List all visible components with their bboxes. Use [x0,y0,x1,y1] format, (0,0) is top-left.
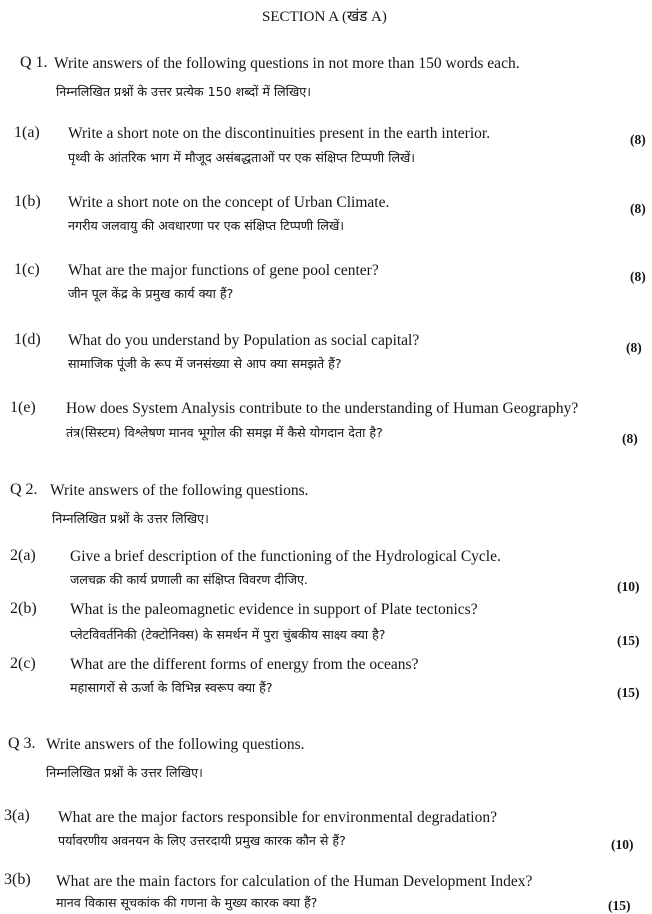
item-1e-text-hi: तंत्र(सिस्टम) विश्लेषण मानव भूगोल की समझ में कैसे योगदान देता है? [66,425,383,440]
item-2a-text-en: Give a brief description of the functioning of the Hydrological Cycle. [70,548,501,565]
item-2a-text-hi: जलचक्र की कार्य प्रणाली का संक्षिप्त विवरण दीजिए. [70,572,308,587]
question-1-instruction-hi: निम्नलिखित प्रश्नों के उत्तर प्रत्येक 150 शब्दों में लिखिए। [56,84,311,99]
item-3b-text-hi: मानव विकास सूचकांक की गणना के मुख्य कारक क्या हैं? [56,895,318,910]
section-title: SECTION A (खंड A) [262,9,387,25]
item-1a-number: 1(a) [14,124,40,141]
item-2a-number: 2(a) [10,547,36,564]
item-3b-marks: (15) [608,898,631,913]
item-1b-text-hi: नगरीय जलवायु की अवधारणा पर एक संक्षिप्त टिप्पणी लिखें। [68,218,345,233]
item-2b-text-hi: प्लेटविवर्तनिकी (टेक्टोनिक्स) के समर्थन में पुरा चुंबकीय साक्ष्य क्या है? [70,627,386,642]
item-2b-text-en: What is the paleomagnetic evidence in support of Plate tectonics? [70,601,478,618]
item-2a-marks: (10) [617,579,640,594]
item-3a-number: 3(a) [4,807,30,824]
item-2c-marks: (15) [617,685,640,700]
item-1e-number: 1(e) [10,399,36,416]
question-2-label: Q 2. [10,481,38,498]
item-1d-text-en: What do you understand by Population as social capital? [68,332,420,349]
question-2-instruction-en: Write answers of the following questions. [50,482,309,499]
item-2c-text-en: What are the different forms of energy from the oceans? [70,656,419,673]
item-3b-number: 3(b) [4,871,31,888]
item-2c-number: 2(c) [10,655,36,672]
item-1e-marks: (8) [622,431,638,446]
item-1d-marks: (8) [626,340,642,355]
item-2b-number: 2(b) [10,600,37,617]
item-2b-marks: (15) [617,633,640,648]
item-1a-text-hi: पृथ्वी के आंतरिक भाग में मौजूद असंबद्धताओं पर एक संक्षिप्त टिप्पणी लिखें। [68,150,416,165]
item-2c-text-hi: महासागरों से ऊर्जा के विभिन्न स्वरूप क्या हैं? [70,680,273,695]
item-1c-text-hi: जीन पूल केंद्र के प्रमुख कार्य क्या हैं? [68,286,234,301]
item-1c-marks: (8) [630,269,646,284]
item-3a-text-en: What are the major factors responsible for environmental degradation? [58,809,497,826]
item-1b-marks: (8) [630,201,646,216]
item-1e-text-en: How does System Analysis contribute to the understanding of Human Geography? [66,400,579,417]
item-1d-number: 1(d) [14,331,41,348]
question-3-instruction-en: Write answers of the following questions. [46,736,305,753]
item-3a-text-hi: पर्यावरणीय अवनयन के लिए उत्तरदायी प्रमुख कारक कौन से हैं? [58,833,346,848]
item-1b-number: 1(b) [14,193,41,210]
question-1-label: Q 1. [20,54,48,71]
item-3a-marks: (10) [611,837,634,852]
question-3-instruction-hi: निम्नलिखित प्रश्नों के उत्तर लिखिए। [46,765,203,780]
item-3b-text-en: What are the main factors for calculation of the Human Development Index? [56,873,533,890]
item-1b-text-en: Write a short note on the concept of Urban Climate. [68,194,390,211]
question-1-instruction-en: Write answers of the following questions in not more than 150 words each. [54,55,520,72]
item-1a-text-en: Write a short note on the discontinuities present in the earth interior. [68,125,491,142]
question-2-instruction-hi: निम्नलिखित प्रश्नों के उत्तर लिखिए। [52,511,209,526]
item-1c-number: 1(c) [14,261,40,278]
item-1d-text-hi: सामाजिक पूंजी के रूप में जनसंख्या से आप क्या समझते हैं? [68,356,342,371]
item-1a-marks: (8) [630,132,646,147]
question-3-label: Q 3. [8,735,36,752]
item-1c-text-en: What are the major functions of gene pool center? [68,262,379,279]
